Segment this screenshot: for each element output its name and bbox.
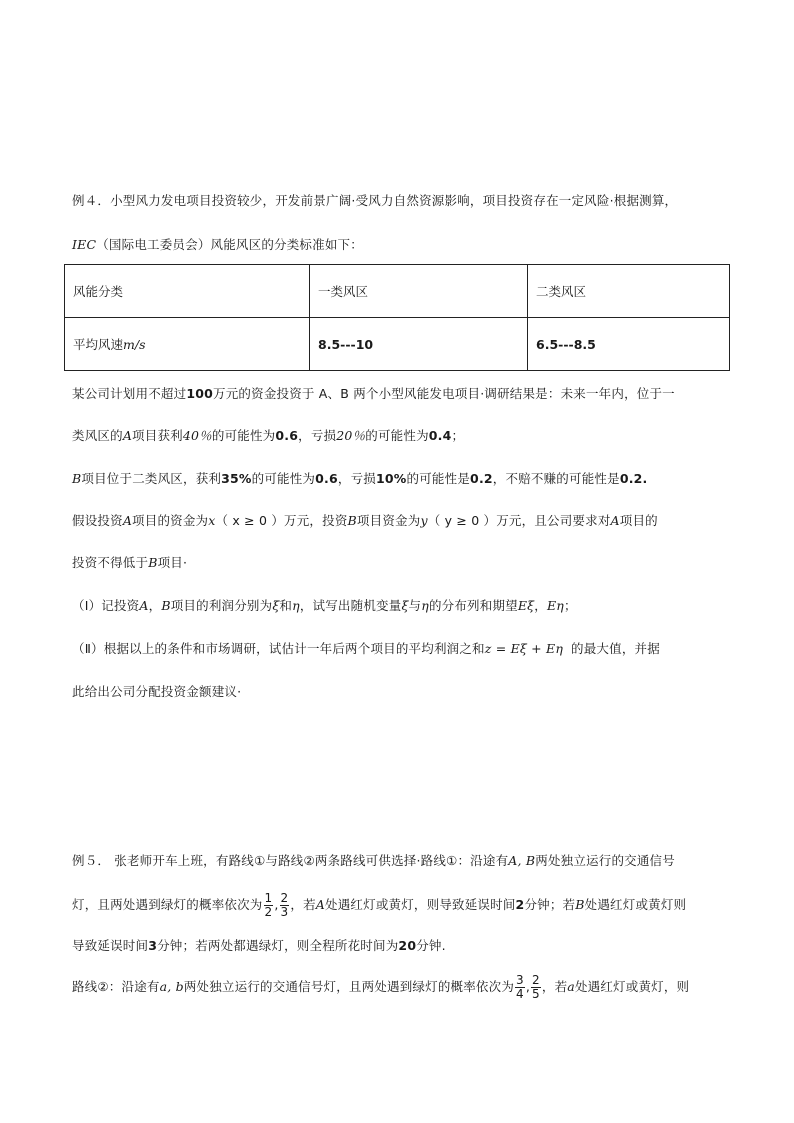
var: ξ (401, 598, 409, 613)
fraction (264, 892, 274, 919)
text: ，不赔不赚的可能性是 (492, 471, 620, 486)
text: 某公司计划用不超过 (72, 386, 187, 401)
ex4-para-2 (72, 427, 464, 445)
value: 40％ (182, 428, 212, 443)
text: 路线②：沿途有 (72, 979, 160, 994)
ex4-para-3 (72, 470, 648, 488)
text: 项目获利 (132, 428, 183, 443)
text: 项目的 (619, 513, 658, 528)
var: η (292, 598, 300, 613)
text: 的可能性为 (211, 428, 276, 443)
var: Eξ (517, 598, 535, 613)
var: A, B (508, 853, 536, 868)
text: 此给出公司分配投资金额建议· (72, 684, 242, 699)
text: 处遇红灯或黄灯，则 (574, 979, 690, 994)
denominator: 3 (280, 905, 289, 919)
text: 的可能性为 (251, 471, 316, 486)
value: 0.6 (315, 471, 338, 486)
value: 2 (515, 897, 525, 912)
var: A (139, 598, 149, 613)
var: B (575, 897, 585, 912)
wind-zone-table (64, 264, 730, 371)
text: ，若 (290, 897, 316, 912)
text: 投资不得低于 (72, 555, 149, 570)
text: （ x ≥ 0 ）万元，投资 (215, 513, 348, 528)
text: 两处独立运行的交通信号 (535, 853, 675, 868)
fraction (531, 974, 541, 1001)
ex4-para-5 (72, 554, 187, 572)
text: 假设投资 (72, 513, 123, 528)
text: ，亏损 (337, 471, 376, 486)
var: B (72, 471, 82, 486)
numerator: 2 (280, 891, 289, 905)
text: 项目· (157, 555, 188, 570)
var: η (421, 598, 429, 613)
numerator: 1 (264, 891, 273, 905)
ex4-line-2-text: （国际电工委员会）风能风区的分类标准如下： (96, 237, 363, 252)
fraction (515, 974, 525, 1001)
var: B (347, 513, 357, 528)
value: 0.2 (470, 471, 493, 486)
ex4-question-2 (72, 640, 660, 658)
formula: z = Eξ + Eη (484, 641, 564, 656)
ex4-para-4 (72, 512, 658, 530)
value: 20％ (336, 428, 366, 443)
var: A (122, 513, 133, 528)
text: 和 (279, 598, 293, 613)
text: 灯，且两处遇到绿灯的概率依次为 (72, 897, 263, 912)
table-cell: 6.5---8.5 (528, 318, 730, 371)
text: 项目的资金为 (132, 513, 209, 528)
var: B (161, 598, 171, 613)
text: 的最大值，并据 (571, 641, 660, 656)
text: （Ⅱ）根据以上的条件和市场调研，试估计一年后两个项目的平均利润之和 (72, 641, 485, 656)
value: 100 (186, 386, 214, 401)
fraction (280, 892, 290, 919)
denominator: 2 (264, 905, 273, 919)
table-header-cell: 二类风区 (528, 265, 730, 318)
text: 分钟. (416, 938, 446, 953)
iec-abbrev: IEC (72, 237, 97, 252)
text: 处遇红灯或黄灯，则导致延误时间 (325, 897, 516, 912)
text: 导致延误时间 (72, 938, 149, 953)
text: 分钟；若 (524, 897, 576, 912)
text: ，试写出随机变量 (299, 598, 402, 613)
var: a (567, 979, 575, 994)
var: ξ (272, 598, 280, 613)
ex4-line-1 (72, 192, 677, 210)
ex5-line-4: 路线②：沿途有a, b两处独立运行的交通信号灯，且两处遇到绿灯的概率依次为 $\frac{3}{4}$ , $\frac{2}{5}$ ，若a处遇红灯或黄灯，则 (72, 973, 690, 1001)
text: ， (534, 598, 547, 613)
numerator: 2 (532, 973, 540, 987)
text: 类风区的 (72, 428, 123, 443)
value: 3 (148, 938, 158, 953)
var: a, b (159, 979, 184, 994)
denominator: 4 (516, 987, 524, 1001)
table-header-cell: 一类风区 (310, 265, 528, 318)
text: 与 (408, 598, 422, 613)
text: 项目资金为 (356, 513, 421, 528)
text: ， (148, 598, 162, 613)
text: 的可能性为 (365, 428, 429, 443)
ex4-question-1 (72, 597, 577, 615)
denominator: 5 (532, 987, 540, 1001)
text: （ y ≥ 0 ）万元，且公司要求对 (427, 513, 611, 528)
text: ，亏损 (298, 428, 337, 443)
ex4-question-2-cont (72, 683, 241, 701)
text: 分钟；若两处都遇绿灯，则全程所花时间为 (157, 938, 399, 953)
var: A (315, 897, 326, 912)
var: B (148, 555, 158, 570)
value: 35% (221, 471, 252, 486)
ex5-line-3 (72, 937, 446, 955)
text: 的分布列和期望 (428, 598, 518, 613)
var: Eη (546, 598, 564, 613)
text: 万元的资金投资于 A、B 两个小型风能发电项目·调研结果是：未来一年内，位于一 (213, 386, 675, 401)
text: ； (451, 428, 465, 443)
text: （Ⅰ）记投资 (72, 598, 140, 613)
row-unit: m/s (123, 337, 146, 352)
ex4-line-1-text: 例４．小型风力发电项目投资较少，开发前景广阔·受风力自然资源影响，项目投资存在一定风险·根据测算， (72, 193, 678, 208)
ex5-line-2: 灯，且两处遇到绿灯的概率依次为 $\frac{1}{2}$ , $\frac{2}{3}$ ，若A处遇红灯或黄灯，则导致延误时间2分钟；若B处遇红灯或黄灯则 (72, 891, 687, 919)
var: A (122, 428, 133, 443)
table-cell: 8.5---10 (310, 318, 528, 371)
text: 两处独立运行的交通信号灯，且两处遇到绿灯的概率依次为 (183, 979, 515, 994)
text: 的可能性是 (406, 471, 471, 486)
var: x (208, 513, 216, 528)
value: 20 (398, 938, 417, 953)
value: 0.6 (275, 428, 299, 443)
ex5-line-1 (72, 852, 675, 870)
value: 0.4 (428, 428, 452, 443)
ex4-para-1 (72, 385, 675, 403)
text: ； (563, 598, 577, 613)
text: 例５． 张老师开车上班，有路线①与路线②两条路线可供选择·路线①：沿途有 (72, 853, 509, 868)
text: ，若 (541, 979, 568, 994)
text: 处遇红灯或黄灯则 (584, 897, 687, 912)
text: 项目位于二类风区，获利 (81, 471, 222, 486)
var: A (610, 513, 620, 528)
table-row (65, 318, 730, 371)
text: 项目的利润分别为 (170, 598, 273, 613)
value: 10% (376, 471, 407, 486)
ex4-line-2 (72, 236, 363, 254)
numerator: 3 (516, 973, 524, 987)
table-row (65, 265, 730, 318)
table-header-cell: 风能分类 (65, 265, 310, 318)
row-label: 平均风速 (73, 337, 124, 352)
value: 0.2. (619, 471, 648, 486)
table-cell (65, 318, 310, 371)
var: y (420, 513, 428, 528)
